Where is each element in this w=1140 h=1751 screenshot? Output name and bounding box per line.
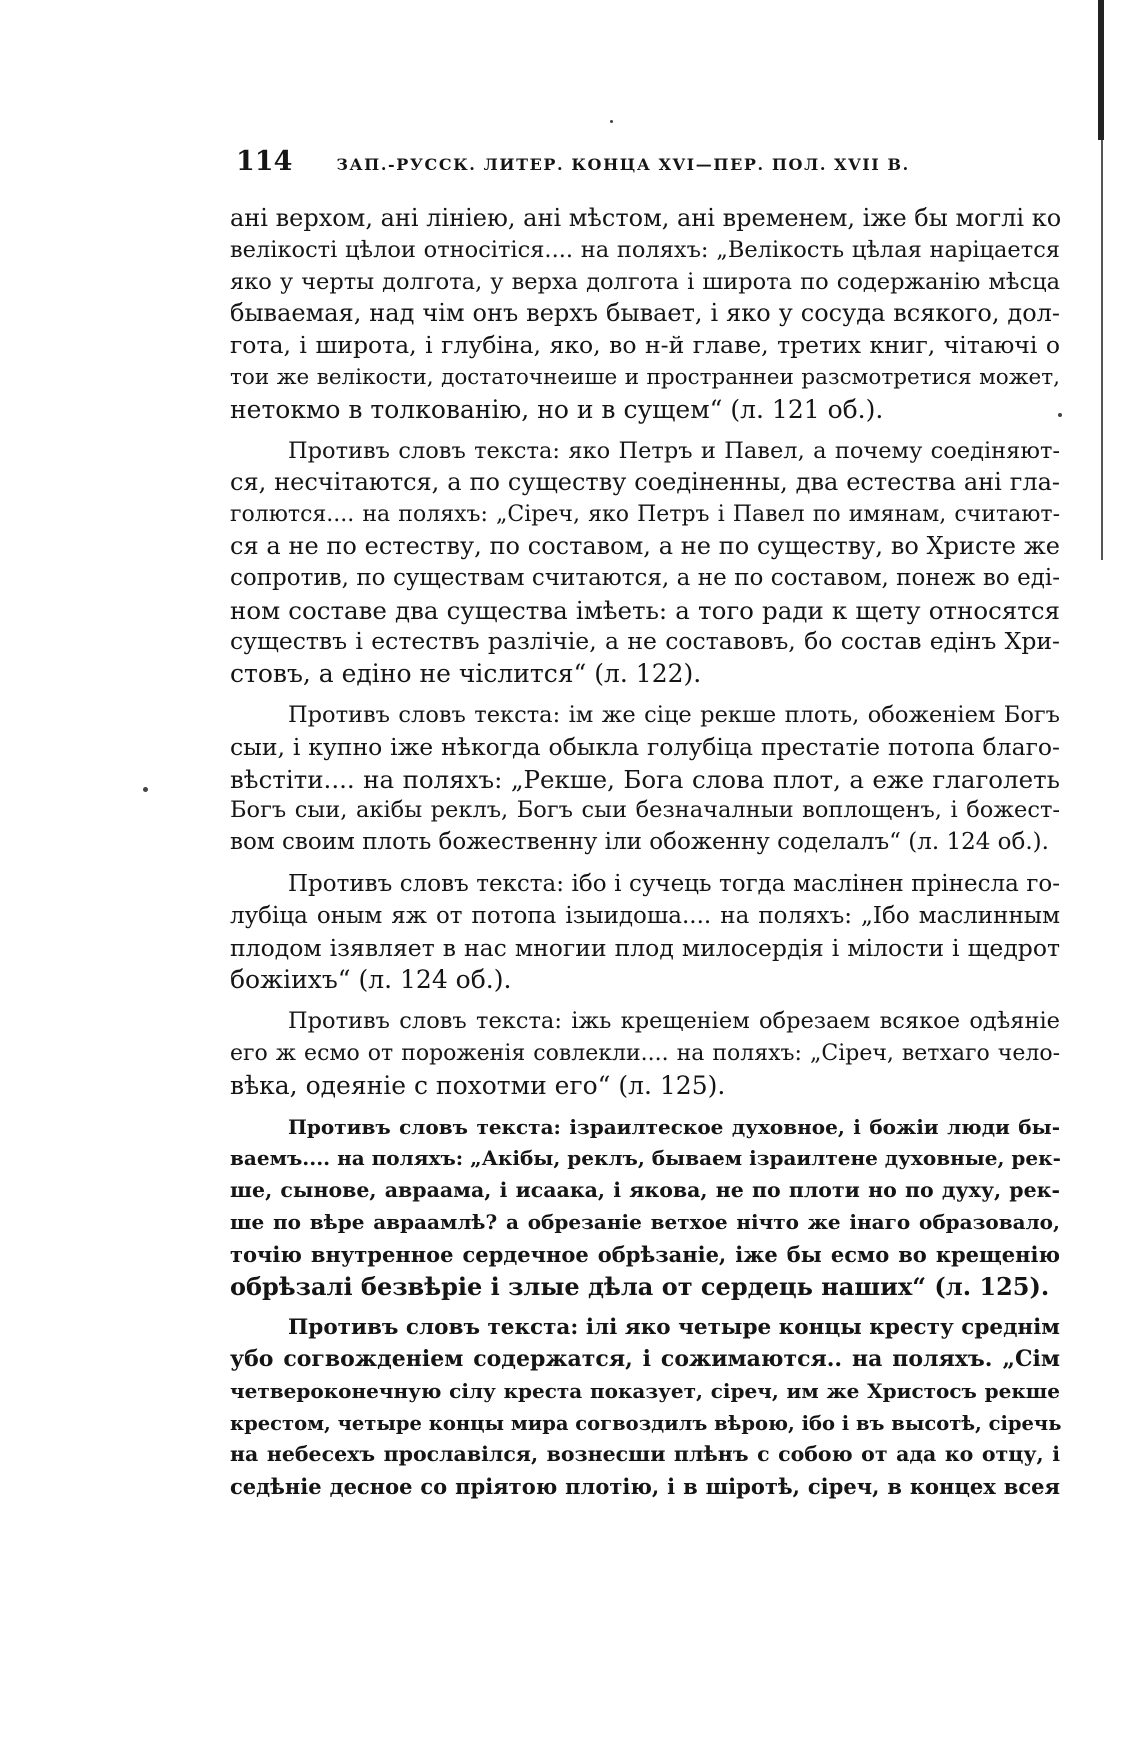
text-line: тои же велікости, достаточнеише и пространнеи разсмотретися может, [230,364,1060,390]
text-line: Противъ словъ текста: яко Петръ и Павел, а почему соедіняют- [288,437,1060,464]
paragraph [230,436,1060,690]
text-line: существъ і естествъ разлічіе, а не составовъ, бо состав едінъ Хри- [230,627,1060,656]
text-line: Противъ словъ текста: ізраилтеское духовное, і божіи люди бы- [288,1114,1060,1139]
text-line: божіихъ“ (л. 124 об.). [230,965,512,995]
text-line: ані верхом, ані лініею, ані мѣстом, ані временем, іже бы моглі ко [230,204,1062,232]
text-line: велікості цѣлои относітіся.... на поляхъ: „Велікость цѣлая наріцается [230,236,1060,263]
text-line: гота, і широта, і глубіна, яко, во н-й главе, третих книг, чітаючі о [230,331,1060,360]
paragraph [230,203,1060,426]
paragraph [230,869,1060,996]
text-line: Противъ словъ текста: ім же сіце рекше плоть, обоженіем Богъ [288,701,1060,728]
text-line: голются.... на поляхъ: „Сіреч, яко Петръ і Павел по имянам, считают- [230,502,1060,528]
text-line: убо согвожденіем содержатся, і сожимаются.. на поляхъ. „Сім [230,1346,1060,1373]
text-line: Противъ словъ текста: ілі яко четыре концы кресту среднім [288,1315,1060,1341]
text-line: ся, несчітаются, а по существу соедіненны, два естества ані гла- [230,468,1060,497]
body-text [230,203,1060,1503]
text-line: точію внутренное сердечное обрѣзаніе, іже бы есмо во крещенію [230,1241,1060,1267]
text-line: крестом, четыре концы мира согвоздилъ вѣрою, ібо і въ высотѣ, сіречь [230,1411,1062,1435]
text-line: седѣніе десное со пріятою плотію, і в шіротѣ, сіреч, в концех всея [230,1474,1060,1500]
text-line: обрѣзалі безвѣріе і злые дѣла от сердець наших“ (л. 125). [230,1271,1050,1301]
text-line: Богъ сыи, акібы реклъ, Богъ сыи безначалныи воплощенъ, і божест- [230,797,1060,824]
text-line: вѣстіти.... на поляхъ: „Рекше, Бога слова плот, а еже глаголеть [230,764,1060,794]
paragraph [230,1112,1060,1303]
text-line: яко у черты долгота, у верха долгота і широта по содержанію мѣсца [230,268,1060,295]
text-line: ном составе два существа імѣеть: а того ради к щету относятся [230,595,1060,625]
page-header [236,146,1056,176]
text-line: на небесехъ прославілся, вознесши плѣнъ с собою от ада ко отцу, і [230,1442,1060,1467]
text-line: его ж есмо от пороженія совлекли.... на поляхъ: „Сіреч, ветхаго чело- [230,1040,1060,1066]
text-line: нетокмо в толкованію, но и в сущем“ (л. 121 об.). [230,394,884,424]
text-line: ше по вѣре авраамлѣ? а обрезаніе ветхое нічто же інаго образовало, [230,1209,1060,1234]
page-edge-line [1101,140,1103,560]
scan-speck [1058,413,1062,417]
text-line: ся а не по естеству, по составом, а не по существу, во Христе же [230,531,1060,560]
running-title: ЗАП.-РУССК. ЛИТЕР. КОНЦА XVI—ПЕР. ПОЛ. XVII В. [336,155,910,174]
paragraph [230,1312,1060,1503]
text-line: ше, сынове, авраама, і исаака, і якова, не по плоти но по духу, рек- [230,1178,1060,1203]
text-line: стовъ, а едіно не чіслится“ (л. 122). [230,659,702,689]
text-line: плодом ізявляет в нас многии плод милосердія і мілости і щедрот [230,933,1060,962]
text-line: четвероконечную сілу креста показует, сіреч, им же Христосъ рекше [230,1378,1060,1403]
text-line: Противъ словъ текста: ібо і сучець тогда маслінен прінесла го- [288,870,1060,897]
paragraph [230,700,1060,859]
scan-speck [610,120,613,123]
text-line: сыи, і купно іже нѣкогда обыкла голубіца престатіе потопа благо- [230,732,1060,761]
text-line: сопротив, по существам считаются, а не по составом, понеж во еді- [230,564,1060,591]
text-line: ваемъ.... на поляхъ: „Акібы, реклъ, бываем ізраилтене духовные, рек- [230,1146,1061,1171]
text-line: бываемая, над чім онъ верхъ бывает, і яко у сосуда всякого, дол- [230,299,1060,328]
page-edge-shadow [1098,0,1104,140]
paragraph [230,1006,1060,1101]
text-line: вом своим плоть божественну іли обоженну соделалъ“ (л. 124 об.). [230,829,1049,856]
page-number: 114 [236,146,293,177]
scan-speck [143,787,148,792]
text-line: Противъ словъ текста: іжь крещеніем обрезаем всякое одѣяніе [288,1008,1060,1035]
text-line: вѣка, одеяніе с похотми его“ (л. 125). [230,1070,726,1100]
text-line: лубіца оным яж от потопа ізыидоша.... на поляхъ: „Ібо маслинным [230,902,1060,929]
